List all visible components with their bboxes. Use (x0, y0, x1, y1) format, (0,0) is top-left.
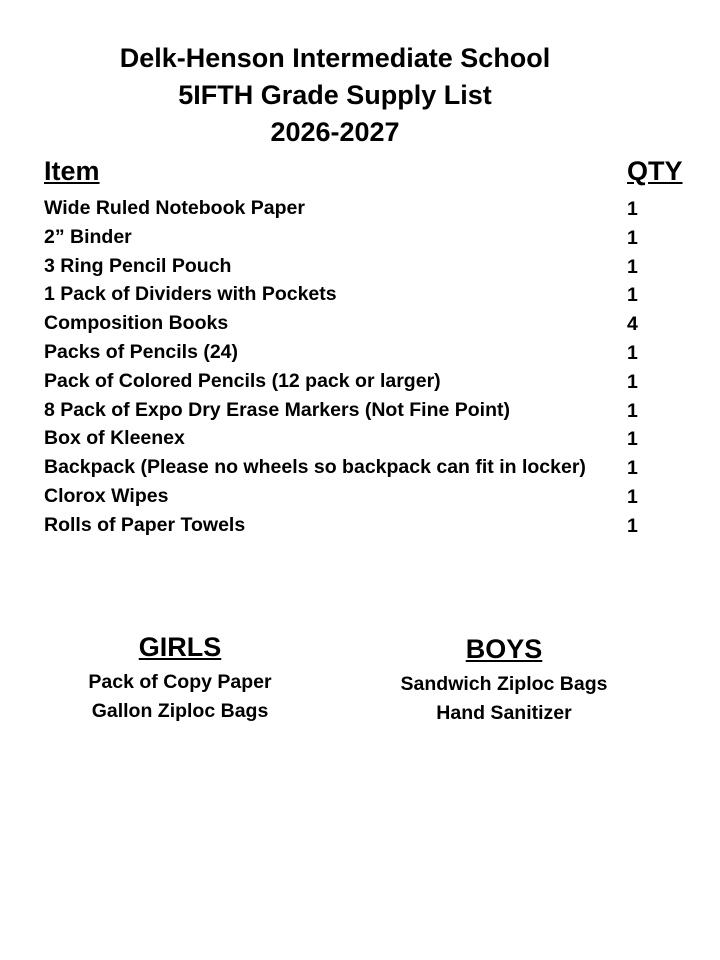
boys-item: Sandwich Ziploc Bags (400, 673, 608, 695)
supply-item-qty: 1 (627, 457, 638, 480)
supply-item-qty: 1 (627, 284, 638, 307)
supply-table-header (44, 156, 684, 192)
supply-row (44, 309, 684, 338)
girls-item: Pack of Copy Paper (88, 671, 272, 693)
supply-row (44, 424, 684, 453)
supply-row (44, 453, 684, 482)
supply-item-qty: 1 (627, 370, 638, 393)
document-title (0, 40, 670, 151)
boys-section (384, 630, 624, 728)
item-column-header: Item (44, 156, 100, 186)
supply-item-name: Rolls of Paper Towels (44, 513, 246, 536)
school-name: Delk-Henson Intermediate School (119, 43, 551, 73)
list-name: 5IFTH Grade Supply List (178, 80, 492, 110)
supply-item-name: 1 Pack of Dividers with Pockets (44, 283, 337, 306)
girls-section (60, 628, 300, 726)
supply-item-qty: 1 (627, 255, 638, 278)
boys-heading: BOYS (465, 634, 543, 664)
supply-item-name: Packs of Pencils (24) (44, 340, 239, 363)
supply-item-name: 8 Pack of Expo Dry Erase Markers (Not Fine Point) (44, 398, 510, 421)
supply-row (44, 511, 684, 540)
supply-row (44, 338, 684, 367)
supply-item-name: 2” Binder (44, 225, 132, 248)
supply-item-qty: 1 (627, 485, 638, 508)
boys-item: Hand Sanitizer (436, 702, 572, 724)
supply-item-name: Composition Books (44, 312, 229, 335)
supply-item-name: Clorox Wipes (44, 484, 169, 507)
supply-item-qty: 1 (627, 514, 638, 537)
supply-row (44, 482, 684, 511)
school-year: 2026-2027 (270, 117, 400, 147)
supply-item-qty: 1 (627, 399, 638, 422)
supply-item-name: 3 Ring Pencil Pouch (44, 254, 232, 277)
girls-item: Gallon Ziploc Bags (91, 700, 269, 722)
supply-row (44, 223, 684, 252)
qty-column-header: QTY (627, 156, 683, 186)
supply-item-qty: 1 (627, 198, 638, 220)
supply-item-name: Backpack (Please no wheels so backpack can fit in locker) (44, 456, 586, 479)
girls-heading: GIRLS (138, 632, 222, 662)
supply-row (44, 252, 684, 281)
supply-item-name: Pack of Colored Pencils (12 pack or larger) (44, 369, 441, 392)
supply-list (44, 194, 684, 540)
supply-item-qty: 4 (627, 313, 638, 336)
supply-row (44, 367, 684, 396)
supply-item-qty: 1 (627, 341, 638, 364)
supply-item-qty: 1 (627, 428, 638, 451)
girls-list (60, 668, 300, 726)
supply-item-name: Wide Ruled Notebook Paper (44, 197, 305, 219)
supply-row (44, 396, 684, 425)
supply-row (44, 194, 684, 223)
boys-list (384, 670, 624, 728)
supply-item-name: Box of Kleenex (44, 427, 185, 450)
supply-item-qty: 1 (627, 226, 638, 249)
supply-row (44, 280, 684, 309)
